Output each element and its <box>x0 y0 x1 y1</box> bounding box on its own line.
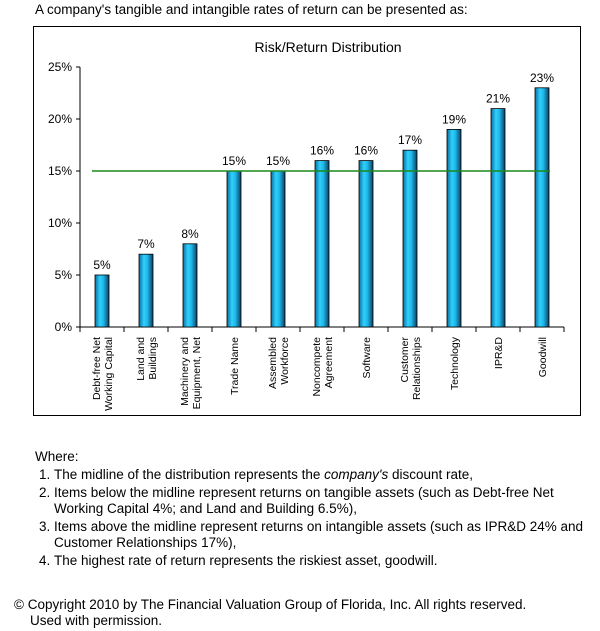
y-tick-label: 15% <box>47 164 72 178</box>
data-label: 15% <box>221 154 247 168</box>
category-label: Trade Name <box>229 337 241 395</box>
data-label: 5% <box>93 258 111 272</box>
y-tick-label: 5% <box>54 268 72 282</box>
category-label: Technology <box>449 337 461 391</box>
category-label: Goodwill <box>537 337 549 378</box>
bar <box>139 254 153 327</box>
bar <box>403 150 417 327</box>
chart-frame <box>33 26 581 416</box>
category-label: AssembledWorkforce <box>267 337 291 389</box>
category-label: Land andBuildings <box>135 337 159 381</box>
bar <box>491 109 505 327</box>
category-label: CustomerRelationships <box>399 337 423 401</box>
bar <box>315 161 329 327</box>
bar <box>95 275 109 327</box>
data-label: 21% <box>485 91 511 106</box>
y-tick-label: 10% <box>47 216 72 230</box>
note-item: 3. Items above the midline represent returns on intangible assets (such as IPR&D 24% and Customer Relationships 17%), <box>54 519 590 551</box>
y-tick-label: 20% <box>47 112 72 126</box>
bar <box>447 129 461 327</box>
note-item: 1. The midline of the distribution represents the company's discount rate, <box>54 467 590 483</box>
note-item: 2. Items below the midline represent returns on tangible assets (such as Debt-free Net Working Capital 4%; and Land and Building 6.5%), <box>54 485 590 517</box>
intro-text: A company's tangible and intangible rates of return can be presented as: <box>35 2 468 17</box>
notes-heading: Where: <box>35 449 79 464</box>
notes-list <box>35 467 590 569</box>
data-label: 19% <box>441 112 467 127</box>
category-label: Software <box>361 337 373 379</box>
copyright-line-2: Used with permission. <box>30 613 163 628</box>
data-label: 16% <box>353 143 379 158</box>
category-label: IPR&D <box>493 337 505 370</box>
data-label: 15% <box>265 154 291 168</box>
category-label: Machinery andEquipment, Net <box>179 337 203 410</box>
bar <box>227 171 241 327</box>
copyright-line-1: © Copyright 2010 by The Financial Valuation Group of Florida, Inc. All rights reserved. <box>14 597 527 612</box>
y-tick-label: 25% <box>47 60 72 74</box>
bar <box>183 244 197 327</box>
bar <box>535 88 549 327</box>
notes-section <box>35 449 590 571</box>
category-label: NoncompeteAgreement <box>311 337 335 397</box>
bar <box>271 171 285 327</box>
chart-title: Risk/Return Distribution <box>254 39 402 55</box>
note-item: 4. The highest rate of return represents the riskiest asset, goodwill. <box>54 553 590 569</box>
copyright <box>14 597 594 629</box>
data-label: 16% <box>309 143 335 158</box>
data-label: 7% <box>137 237 155 252</box>
y-tick-label: 0% <box>54 320 72 334</box>
data-label: 23% <box>529 70 555 85</box>
risk-return-chart <box>34 27 580 415</box>
bar <box>359 161 373 327</box>
data-label: 8% <box>181 226 199 241</box>
data-label: 17% <box>397 133 423 148</box>
category-label: Debt-free NetWorking Capital <box>91 337 115 411</box>
